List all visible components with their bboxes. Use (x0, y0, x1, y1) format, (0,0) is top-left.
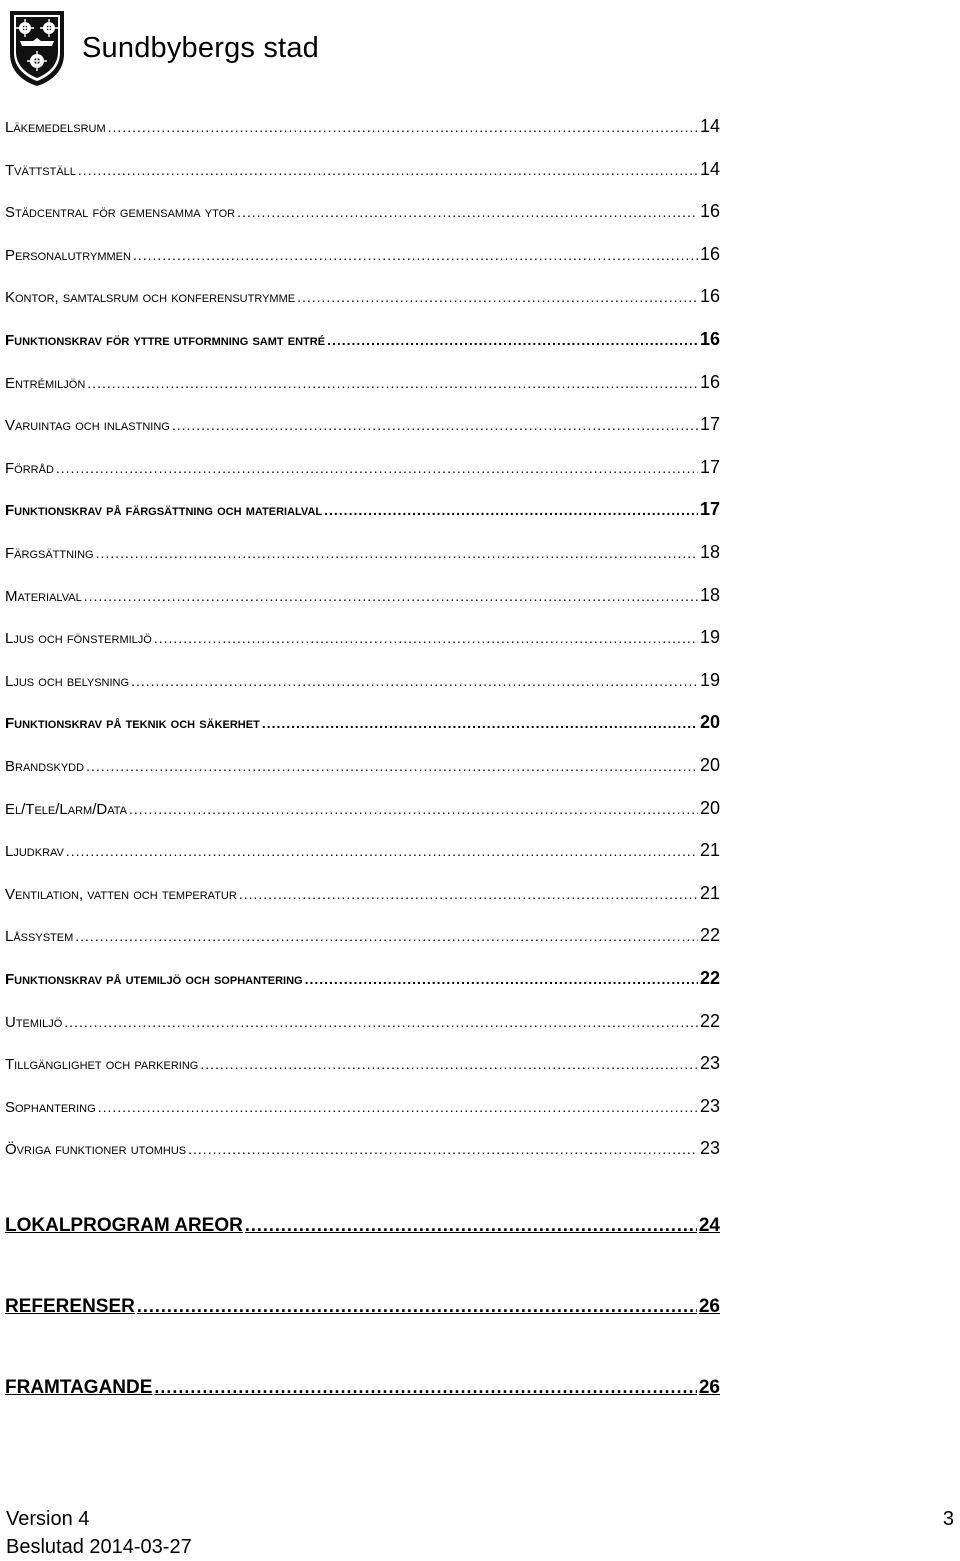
toc-entry-label: El/Tele/Larm/Data (5, 800, 127, 818)
toc-entry[interactable] (5, 287, 720, 305)
toc-entry-label: Sophantering (5, 1098, 96, 1116)
toc-entry-page: 14 (699, 116, 720, 136)
toc-entry-page: 21 (699, 882, 720, 903)
toc-entry-label: Låssystem (5, 928, 74, 946)
toc-entry-label: LOKALPROGRAM AREOR (5, 1215, 243, 1236)
toc-dot-leader (108, 120, 698, 134)
toc-entry-label: Läkemedelsrum (5, 119, 106, 136)
toc-dot-leader (64, 1015, 698, 1029)
toc-entry-label: Funktionskrav på färgsättning och materialval (5, 502, 323, 520)
toc-entry-page: 20 (699, 755, 720, 775)
toc-entry-label: Ventilation, vatten och temperatur (5, 885, 237, 903)
toc-entry[interactable] (5, 756, 720, 774)
toc-entry-label: Funktionskrav på teknik och säkerhet (5, 715, 260, 733)
toc-entry-page: 23 (699, 1095, 720, 1116)
toc-entry-page: 17 (699, 456, 720, 477)
toc-entry[interactable] (5, 671, 720, 689)
toc-entry-label: Kontor, samtalsrum och konferensutrymme (5, 289, 296, 307)
toc-entry-label: Funktionskrav på utemiljö och sophantering (5, 971, 303, 988)
toc-entry[interactable] (5, 799, 720, 817)
toc-dot-leader (154, 631, 698, 645)
toc-entry-label: FRAMTAGANDE (5, 1377, 153, 1398)
toc-entry[interactable] (5, 373, 720, 391)
toc-dot-leader (237, 205, 698, 219)
toc-entry[interactable] (5, 1139, 720, 1157)
toc-entry-page: 14 (699, 158, 720, 179)
decided-date: Beslutad 2014-03-27 (6, 1536, 192, 1558)
toc-entry[interactable] (5, 117, 720, 135)
toc-entry[interactable] (5, 1297, 720, 1316)
toc-entry-label: Entrémiljön (5, 374, 86, 392)
toc-entry[interactable] (5, 926, 720, 944)
toc-entry[interactable] (5, 586, 720, 604)
footer-info (6, 1505, 192, 1561)
brand-name: Sundbybergs stad (82, 31, 319, 64)
toc-dot-leader (324, 503, 698, 517)
toc-entry[interactable] (5, 330, 720, 348)
toc-entry-page: 18 (699, 584, 720, 605)
toc-dot-leader (188, 1142, 698, 1156)
toc-entry[interactable] (5, 841, 720, 859)
toc-entry-page: 22 (699, 925, 720, 946)
toc-entry-page: 18 (699, 542, 720, 562)
toc-entry-label: REFERENSER (5, 1296, 135, 1317)
toc-dot-leader (305, 972, 698, 986)
toc-entry-label: Varuintag och inlastning (5, 417, 170, 435)
toc-dot-leader (172, 418, 698, 432)
toc-entry[interactable] (5, 500, 720, 518)
toc-entry-label: Förråd (5, 459, 54, 477)
toc-entry-page: 16 (699, 243, 720, 264)
toc-entry-label: Funktionskrav för yttre utformning samt entré (5, 332, 326, 349)
toc-entry-label: Personalutrymmen (5, 246, 131, 264)
toc-dot-leader (133, 248, 698, 262)
toc-dot-leader (239, 887, 698, 901)
toc-entry[interactable] (5, 628, 720, 646)
toc-entry-page: 16 (699, 201, 720, 222)
toc-entry[interactable] (5, 969, 720, 987)
toc-entry-page: 21 (699, 840, 720, 861)
page-number: 3 (942, 1508, 954, 1530)
toc-dot-leader (137, 1297, 697, 1315)
toc-entry-page: 22 (699, 968, 720, 988)
toc-entry-label: Materialval (5, 587, 82, 605)
toc-entry-page: 20 (699, 712, 720, 733)
toc-entry[interactable] (5, 415, 720, 433)
toc-entry[interactable] (5, 458, 720, 476)
toc-entry-page: 24 (698, 1215, 720, 1236)
toc-dot-leader (86, 759, 698, 773)
toc-entry-label: Tillgänglighet och parkering (5, 1056, 199, 1074)
toc-dot-leader (327, 333, 698, 347)
toc-entry-page: 26 (698, 1377, 720, 1398)
toc-entry[interactable] (5, 1378, 720, 1397)
toc-entry[interactable] (5, 1054, 720, 1072)
toc-dot-leader (84, 589, 698, 603)
toc-dot-leader (245, 1216, 697, 1234)
toc-entry-page: 17 (699, 499, 720, 520)
toc-entry-label: Utemiljö (5, 1013, 63, 1031)
toc-dot-leader (66, 844, 698, 858)
toc-entry-page: 17 (699, 414, 720, 435)
toc-entry-page: 19 (699, 627, 720, 648)
toc-entry-label: Tvättställ (5, 161, 76, 179)
toc-entry-label: Färgsättning (5, 545, 94, 562)
toc-entry[interactable] (5, 713, 720, 731)
toc-dot-leader (98, 1100, 698, 1114)
toc-entry-page: 23 (699, 1053, 720, 1074)
toc-entry[interactable] (5, 160, 720, 178)
toc-entry[interactable] (5, 1097, 720, 1115)
toc-entry-page: 22 (699, 1010, 720, 1031)
toc-entry[interactable] (5, 884, 720, 902)
version-label: Version 4 (6, 1508, 90, 1530)
toc-dot-leader (96, 546, 698, 560)
toc-dot-leader (56, 461, 698, 475)
toc-entry[interactable] (5, 245, 720, 263)
toc-entry-label: Städcentral för gemensamma ytor (5, 204, 236, 222)
toc-entry-page: 20 (699, 797, 720, 818)
toc-dot-leader (154, 1378, 696, 1396)
toc-entry[interactable] (5, 1216, 720, 1235)
toc-entry-label: Ljus och fönstermiljö (5, 630, 152, 648)
toc-dot-leader (262, 716, 698, 730)
toc-entry[interactable] (5, 1012, 720, 1030)
toc-dot-leader (78, 163, 698, 177)
toc-entry[interactable] (5, 543, 720, 561)
toc-dot-leader (200, 1057, 698, 1071)
toc-entry-page: 16 (699, 371, 720, 392)
toc-entry-label: Övriga funktioner utomhus (5, 1141, 187, 1159)
toc-dot-leader (131, 674, 698, 688)
toc-entry-label: Brandskydd (5, 758, 85, 775)
toc-entry[interactable] (5, 202, 720, 220)
toc-entry-page: 16 (699, 329, 720, 349)
toc-entry-label: Ljus och belysning (5, 672, 130, 690)
toc-entry-page: 16 (699, 286, 720, 307)
toc-dot-leader (129, 802, 698, 816)
toc-entry-page: 26 (698, 1296, 720, 1317)
toc-dot-leader (87, 376, 698, 390)
toc-entry-page: 23 (699, 1138, 720, 1159)
toc-entry-label: Ljudkrav (5, 843, 64, 861)
toc-dot-leader (75, 929, 698, 943)
toc-dot-leader (297, 290, 698, 304)
toc-entry-page: 19 (699, 669, 720, 690)
